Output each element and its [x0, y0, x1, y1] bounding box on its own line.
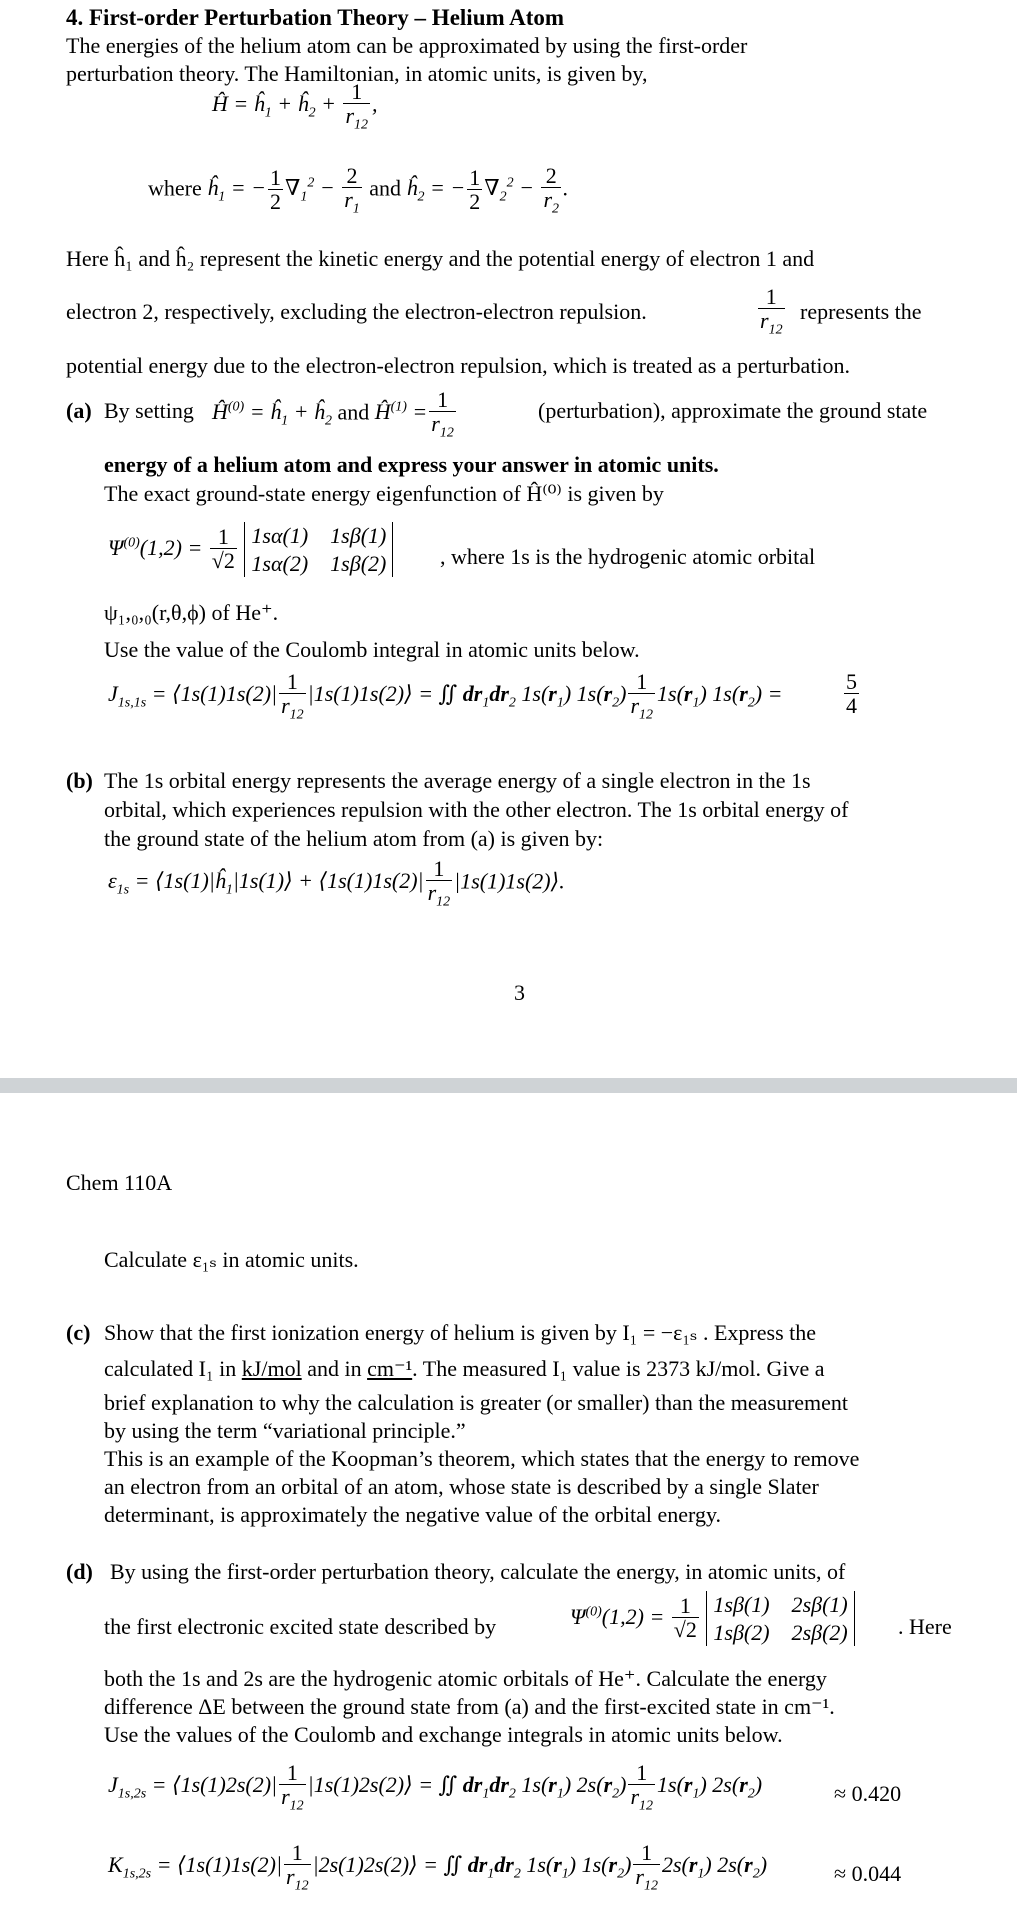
- part-c-line-2: [104, 1356, 825, 1383]
- part-c-line-3: brief explanation to why the calculation is greater (or smaller) than the measurement: [104, 1390, 849, 1415]
- coulomb-integral: $J_{1s,1s}$ = ⟨1s(1)1s(2)| $\frac{1}{r_{12}}$ |1s(1)1s(2)⟩ = ∬ $dr_1dr_2$ $1s(r_1)$ $1s(r_2)$ $\frac{1}{r_{12}}$ $1s(r_1) 1s(r_2)$ =: [108, 669, 783, 723]
- part-d-line-2a: the first electronic excited state described by: [104, 1614, 497, 1639]
- part-c-line-7: determinant, is approximately the negative value of the orbital energy.: [104, 1502, 722, 1527]
- part-a-hamiltonian-split: $Ĥ^{(0)}$ = $ĥ_1$ + $ĥ_2$ and $Ĥ^{(1)}$ = $\frac{1}{r_{12}}$: [212, 387, 454, 441]
- here-line-2b: represents the: [800, 299, 922, 324]
- exchange-integral-1s2s: $K_{1s,2s}$ = ⟨1s(1)1s(2)| $\frac{1}{r_{12}}$ |2s(1)2s(2)⟩ = ∬ $dr_1dr_2$ $1s(r_1)$ $1s(r_2)$ $\frac{1}{r_{12}}$ $2s(r_1)$ $2s(r_2)$: [108, 1840, 768, 1894]
- hamiltonian-equation: Ĥ = $ĥ_1$ + $ĥ_2$ + $\frac{1}{r_{12}}$ ,: [212, 79, 378, 133]
- part-a-where: , where 1s is the hydrogenic atomic orbital: [440, 544, 816, 569]
- orbital-energy-equation: $\varepsilon_{1s}$ = $⟨1s(1)|ĥ_1|1s(1)⟩$ + ⟨1s(1)1s(2)| $\frac{1}{r_{12}}$ |1s(1)1s(2)⟩.: [108, 856, 565, 910]
- calculate-line: Calculate ε₁ₛ in atomic units.: [104, 1247, 359, 1272]
- part-b-line-2: orbital, which experiences repulsion with the other electron. The 1s orbital energy of: [104, 797, 849, 822]
- here-line-1: Here ĥ₁ and ĥ₂ represent the kinetic energy and the potential energy of electron 1 and: [66, 246, 815, 271]
- coulomb-value: $\frac{5}{4}$: [846, 669, 857, 719]
- part-a-label: (a): [66, 398, 92, 423]
- part-d-line-5: Use the values of the Coulomb and exchange integrals in atomic units below.: [104, 1722, 783, 1747]
- part-a-use: Use the value of the Coulomb integral in atomic units below.: [104, 637, 640, 662]
- page-2: [0, 1093, 1017, 1923]
- unit-kj-mol: kJ/mol: [241, 1356, 302, 1381]
- unit-cm-inverse: cm⁻¹: [367, 1356, 413, 1381]
- page-header: Chem 110A: [66, 1170, 173, 1195]
- part-d-line-2b: . Here: [898, 1614, 952, 1639]
- part-a-line-1b: (perturbation), approximate the ground state: [538, 398, 928, 423]
- part-c-and: and in: [307, 1356, 362, 1381]
- part-c-line-2a: calculated I₁ in: [104, 1356, 237, 1381]
- exchange-integral-value: ≈ 0.044: [834, 1861, 902, 1886]
- part-b-line-3: the ground state of the helium atom from (a) is given by:: [104, 826, 604, 851]
- page-divider: [0, 1078, 1017, 1093]
- slater-determinant: $\Psi^{(0)}(1,2)$ = $\frac{1}{√2}$ 1sα(1) 1sβ(1) 1sα(2) 1sβ(2): [108, 522, 393, 577]
- coulomb-integral-value: ≈ 0.420: [834, 1781, 902, 1806]
- part-c-line-5: This is an example of the Koopman’s theorem, which states that the energy to remove: [104, 1446, 860, 1471]
- coulomb-integral-1s2s: $J_{1s,2s}$ = ⟨1s(1)2s(2)| $\frac{1}{r_{12}}$ |1s(1)2s(2)⟩ = ∬ $dr_1dr_2$ $1s(r_1)$ $2s(r_2)$ $\frac{1}{r_{12}}$ $1s(r_1)$ $2s(r_2)$: [108, 1760, 763, 1814]
- part-c-line-2b: . The measured I₁ value is 2373 kJ/mol. Give a: [412, 1356, 825, 1381]
- part-d-line-4: difference ΔE between the ground state from (a) and the first-excited state in cm⁻¹.: [104, 1694, 835, 1719]
- part-c-line-1: Show that the first ionization energy of helium is given by I₁ = −ε₁ₛ . Express the: [104, 1320, 817, 1345]
- here-line-3: potential energy due to the electron-electron repulsion, which is treated as a perturbation.: [66, 353, 850, 378]
- part-d-line-3: both the 1s and 2s are the hydrogenic atomic orbitals of He⁺. Calculate the energy: [104, 1666, 827, 1691]
- intro-line-2: perturbation theory. The Hamiltonian, in atomic units, is given by,: [66, 61, 648, 86]
- intro-line-1: The energies of the helium atom can be approximated by using the first-order: [66, 33, 748, 58]
- part-d-label: (d): [66, 1559, 93, 1584]
- part-a-line-2: energy of a helium atom and express your answer in atomic units.: [104, 452, 719, 477]
- part-d-line-1: By using the first-order perturbation theory, calculate the energy, in atomic units, of: [110, 1559, 846, 1584]
- part-a-line-3: The exact ground-state energy eigenfunction of Ĥ⁽⁰⁾ is given by: [104, 481, 664, 506]
- part-a-psi: ψ₁,₀,₀(r,θ,ϕ) of He⁺.: [104, 600, 279, 625]
- excited-state-determinant: $\Psi^{(0)}(1,2)$ = $\frac{1}{√2}$ 1sβ(1) 2sβ(1) 1sβ(2) 2sβ(2): [570, 1591, 855, 1646]
- part-b-label: (b): [66, 768, 93, 793]
- page-number: 3: [514, 980, 525, 1005]
- part-c-line-6: an electron from an orbital of an atom, whose state is described by a single Slater: [104, 1474, 819, 1499]
- problem-title: 4. First-order Perturbation Theory – Helium Atom: [66, 5, 565, 30]
- r12-fraction: $\frac{1}{r_{12}}$: [760, 284, 783, 338]
- part-a-line-1a: By setting: [104, 398, 194, 423]
- part-c-label: (c): [66, 1320, 91, 1345]
- here-line-2a: electron 2, respectively, excluding the electron-electron repulsion.: [66, 299, 647, 324]
- part-c-line-4: by using the term “variational principle.”: [104, 1418, 466, 1443]
- where-equation: where $ĥ_1$ = − $\frac{1}{2}$ $\nabla_1^2$ − $\frac{2}{r_1}$ and $ĥ_2$ = − $\frac{1}{2}$ $\nabla_2^2$ − $\frac{2}{r_2}$ .: [148, 163, 569, 217]
- part-b-line-1: The 1s orbital energy represents the average energy of a single electron in the 1s: [104, 768, 811, 793]
